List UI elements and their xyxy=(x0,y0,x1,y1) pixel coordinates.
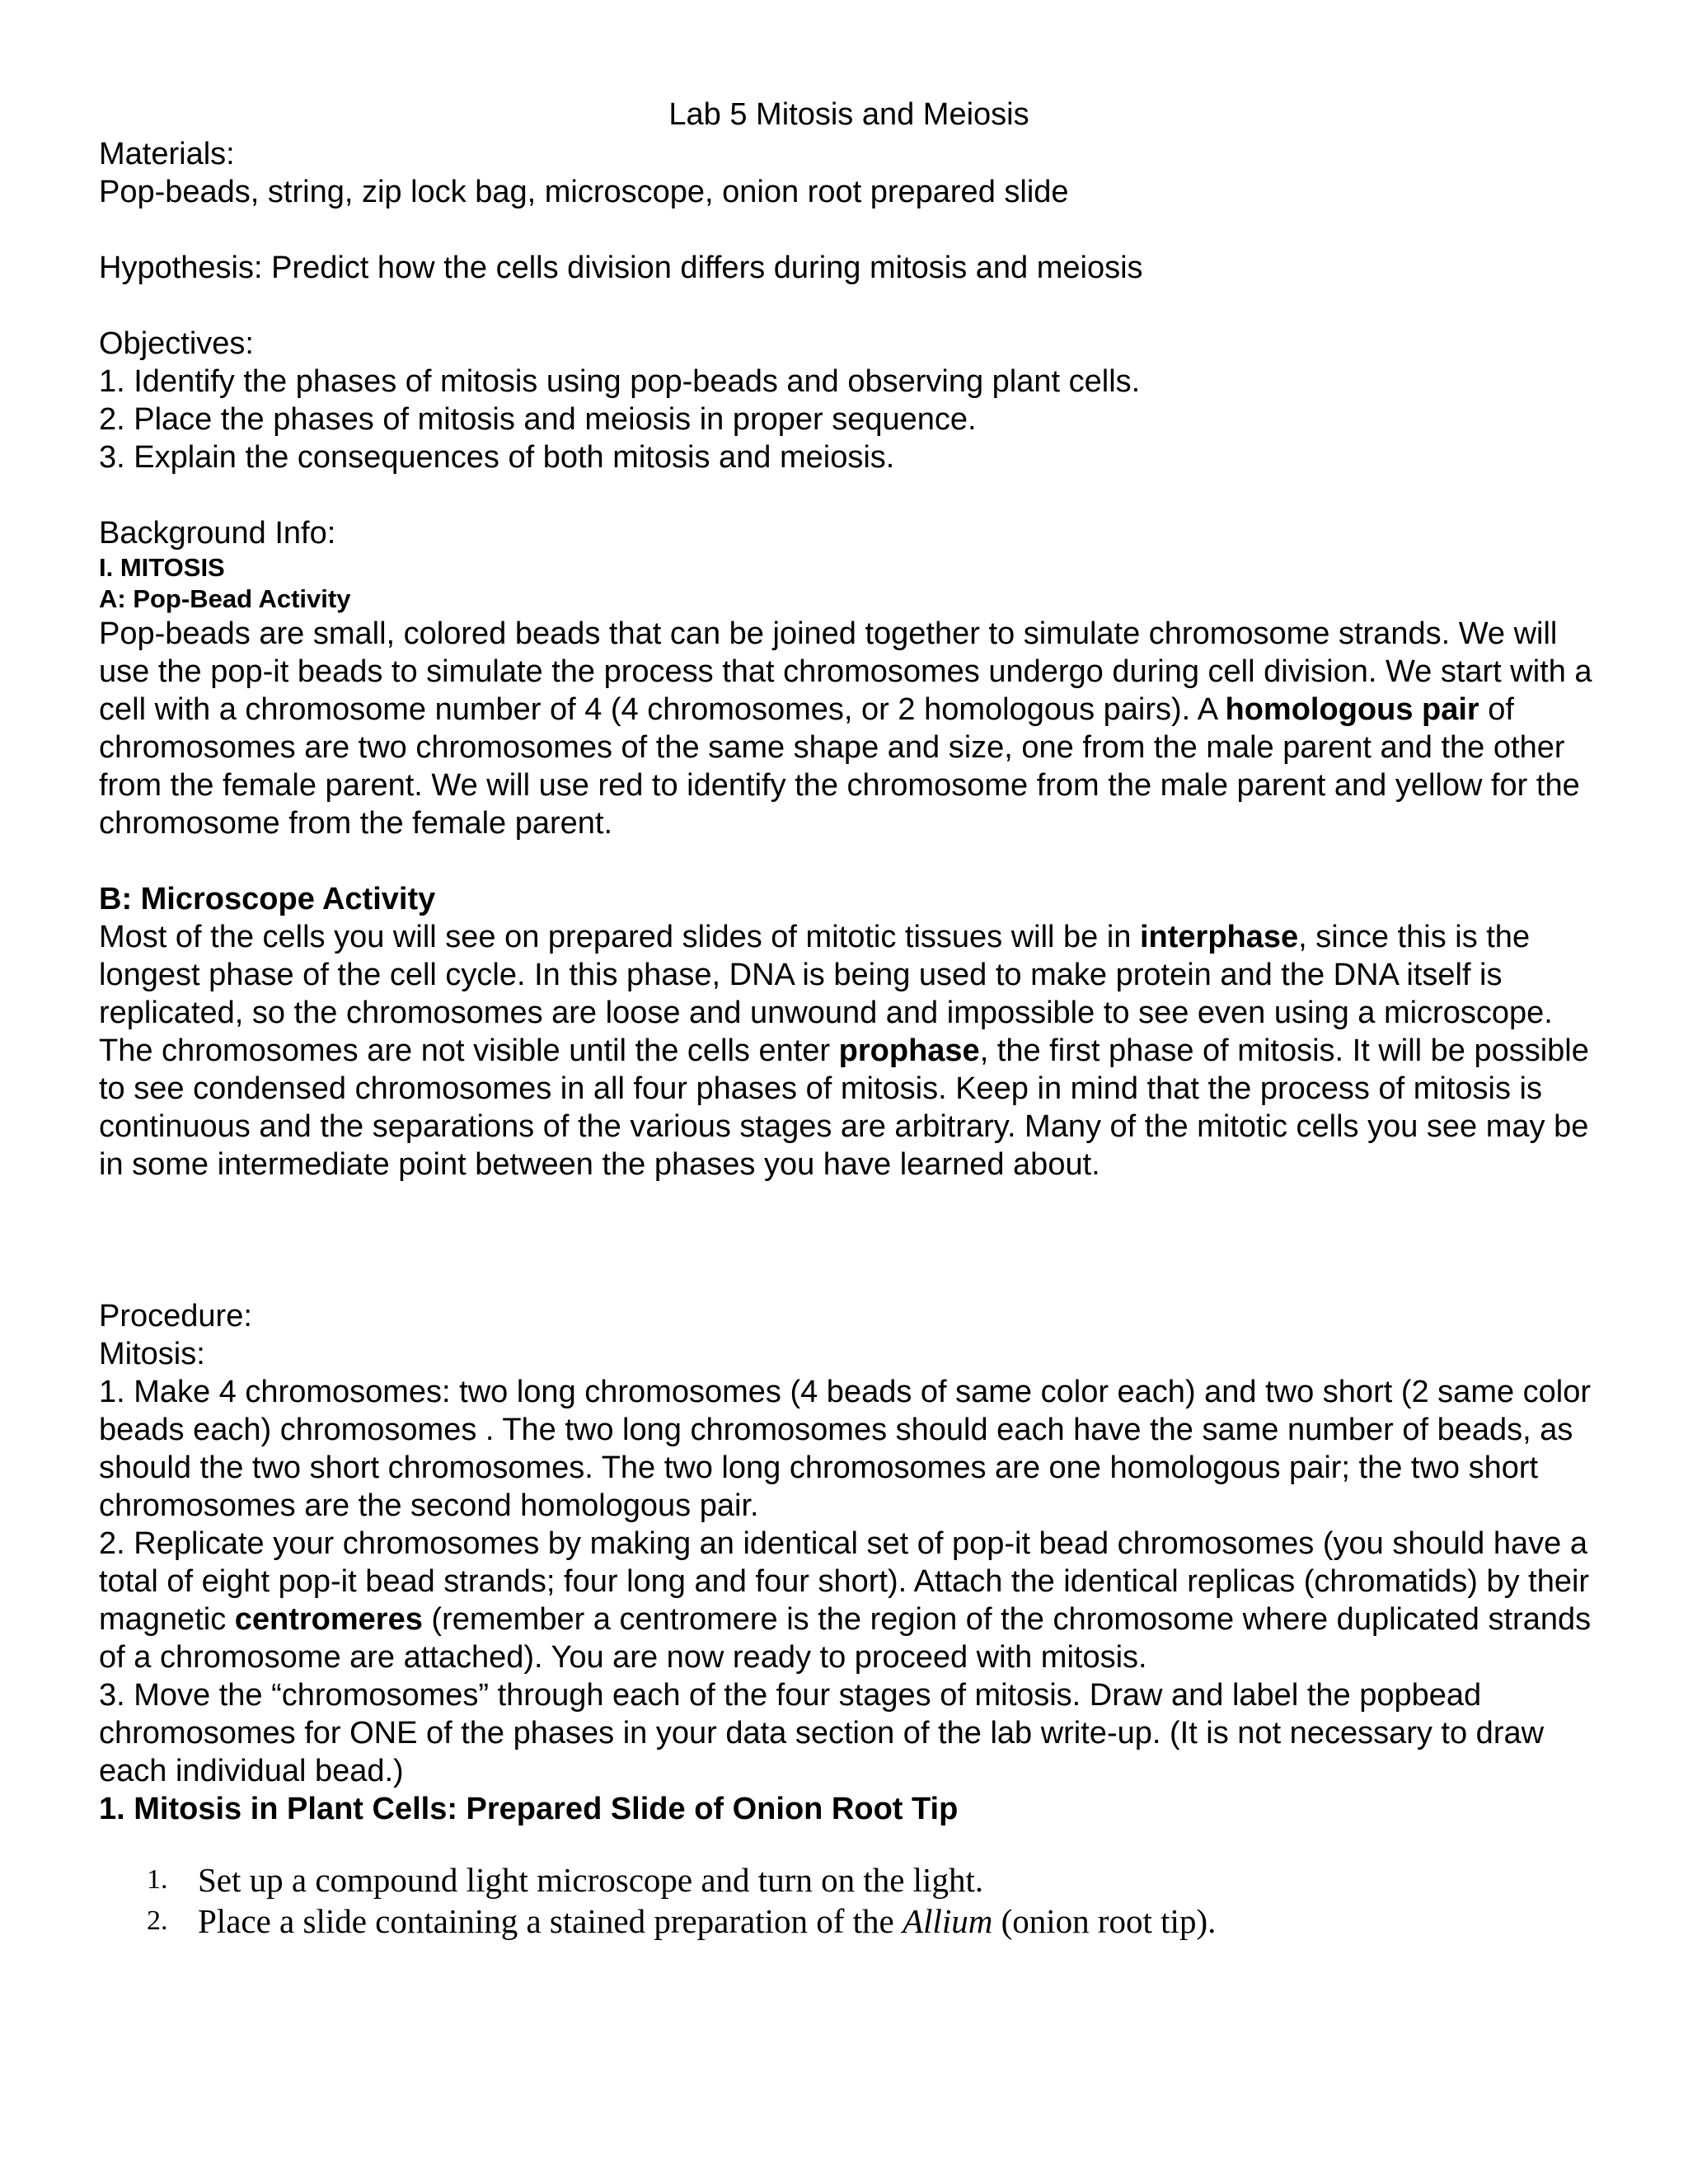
list-item: 1. Set up a compound light microscope and turn on the light. xyxy=(147,1861,984,1899)
page-title: Lab 5 Mitosis and Meiosis xyxy=(668,97,1029,132)
term-centromeres: centromeres xyxy=(234,1602,423,1637)
objective-item: 2. Place the phases of mitosis and meiosis in proper sequence. xyxy=(99,402,977,437)
procedure-step-2: 2. Replicate your chromosomes by making an identical set of pop-it bead chromosomes (you should have a total of eight pop-it bead strands; four long and four short). Attach the identical replicas (chromatids) by their magnetic centromeres (remember a centromere is the region of the chromosome where duplicated strands of a chromosome are attached). You are now ready to proceed with mitosis. xyxy=(99,1526,1592,1675)
procedure-subheading: Mitosis: xyxy=(99,1337,205,1371)
document-page xyxy=(99,96,1599,1942)
procedure-step-3: 3. Move the “chromosomes” through each of the four stages of mitosis. Draw and label the popbead chromosomes for ONE of the phases in your data section of the lab write-up. (It is not necessary to draw each individual bead.) xyxy=(99,1678,1545,1788)
objectives-heading: Objectives: xyxy=(99,326,254,361)
plant-cells-heading: 1. Mitosis in Plant Cells: Prepared Slide of Onion Root Tip xyxy=(99,1792,959,1826)
section-label-mitosis: I. MITOSIS xyxy=(99,553,225,582)
list-item: 2. Place a slide containing a stained preparation of the Allium (onion root tip). xyxy=(147,1902,1217,1940)
procedure-step-1: 1. Make 4 chromosomes: two long chromosomes (4 beads of same color each) and two short (2 same color beads each) chromosomes . The two long chromosomes should each have the same number of beads, as should the two short chromosomes. The two long chromosomes are one homologous pair; the two short chromosomes are the second homologous pair. xyxy=(99,1375,1592,1523)
subsection-pop-bead: A: Pop-Bead Activity xyxy=(99,584,351,613)
objective-item: 3. Explain the consequences of both mitosis and meiosis. xyxy=(99,440,895,475)
objective-item: 1. Identify the phases of mitosis using pop-beads and observing plant cells. xyxy=(99,364,1141,399)
term-prophase: prophase xyxy=(838,1033,980,1068)
subsection-microscope: B: Microscope Activity xyxy=(99,882,436,916)
background-heading: Background Info: xyxy=(99,516,336,551)
materials-text: Pop-beads, string, zip lock bag, microscope, onion root prepared slide xyxy=(99,175,1069,209)
pop-bead-paragraph: Pop-beads are small, colored beads that can be joined together to simulate chromosome strands. We will use the pop-it beads to simulate the process that chromosomes undergo during cell division. We start with a cell with a chromosome number of 4 (4 chromosomes, or 2 homologous pairs). A homologous pair of chromosomes are two chromosomes of the same shape and size, one from the male parent and the other from the female parent. We will use red to identify the chromosome from the male parent and yellow for the chromosome from the female parent. xyxy=(99,616,1592,841)
term-homologous-pair: homologous pair xyxy=(1225,692,1479,727)
microscope-paragraph: Most of the cells you will see on prepared slides of mitotic tissues will be in interphase, since this is the longest phase of the cell cycle. In this phase, DNA is being used to make protein and the DNA itself is replicated, so the chromosomes are loose and unwound and impossible to see even using a microscope. The chromosomes are not visible until the cells enter prophase, the first phase of mitosis. It will be possible to see condensed chromosomes in all four phases of mitosis. Keep in mind that the process of mitosis is continuous and the separations of the various stages are arbitrary. Many of the mitotic cells you see may be in some intermediate point between the phases you have learned about. xyxy=(99,920,1589,1182)
plant-procedure-list xyxy=(99,1859,1599,1942)
term-allium: Allium xyxy=(903,1902,993,1940)
term-interphase: interphase xyxy=(1140,920,1299,954)
hypothesis-text: Hypothesis: Predict how the cells division differs during mitosis and meiosis xyxy=(99,251,1143,285)
procedure-heading: Procedure: xyxy=(99,1299,252,1333)
materials-heading: Materials: xyxy=(99,137,235,171)
